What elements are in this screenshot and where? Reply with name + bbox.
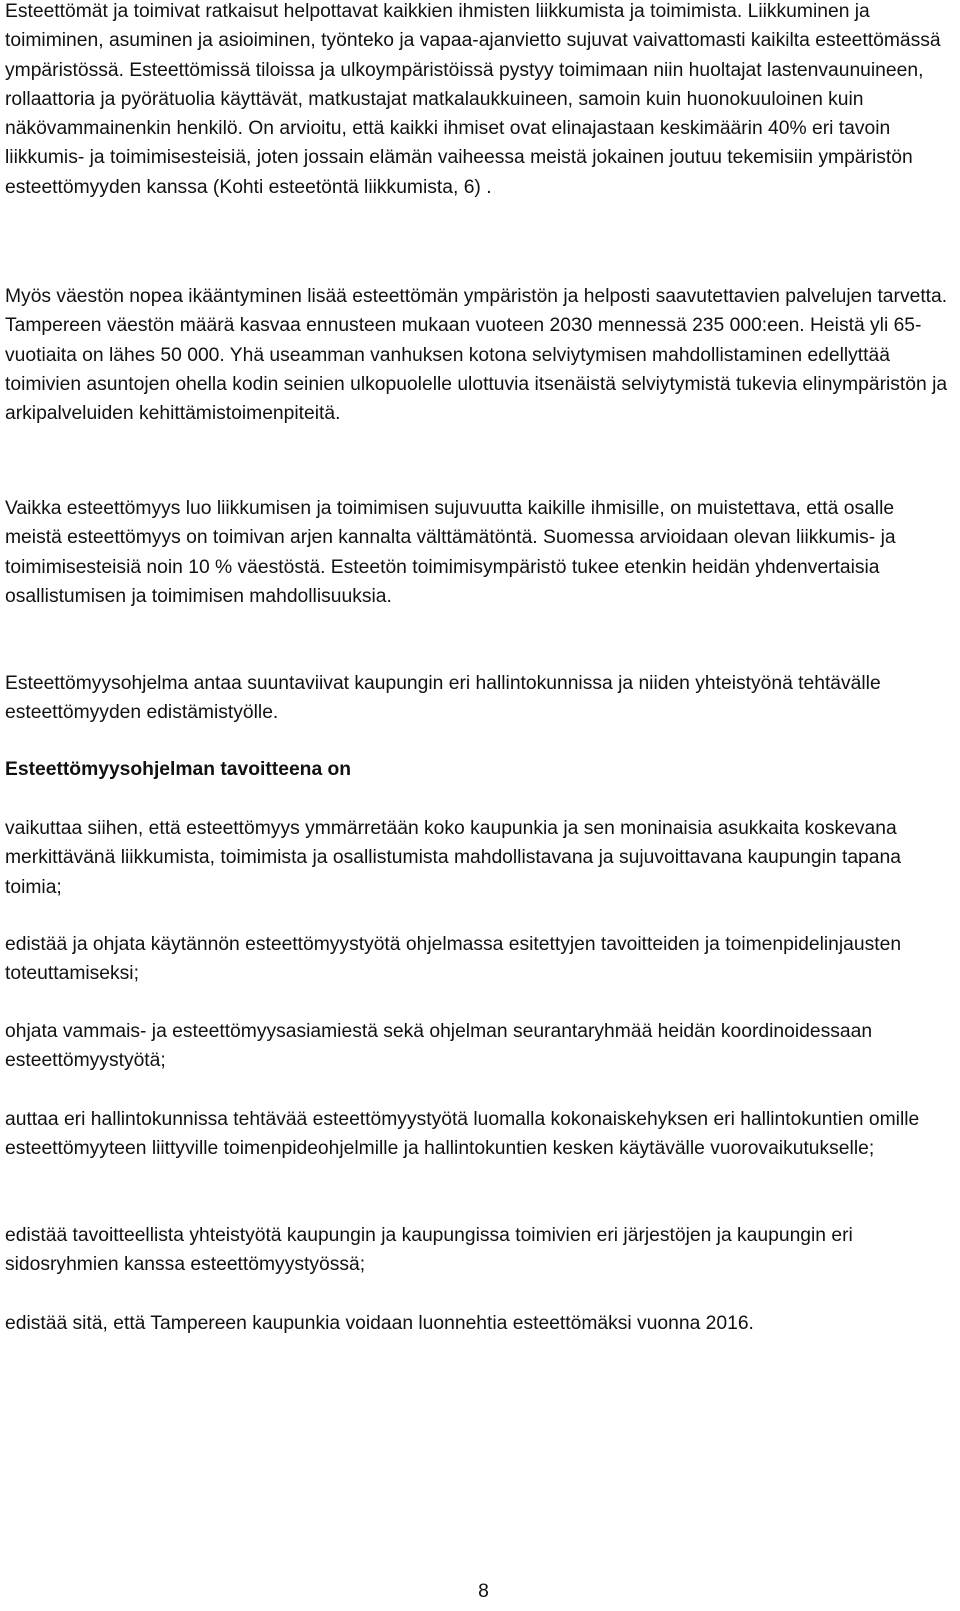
page-number: 8 [478, 1581, 489, 1602]
goal-item: edistää sitä, että Tampereen kaupunkia voidaan luonnehtia esteettömäksi vuonna 2016. [5, 1313, 754, 1334]
paragraph-necessity: Vaikka esteettömyys luo liikkumisen ja toimimisen sujuvuutta kaikille ihmisille, on muistettava, että osalle meistä esteettömyys on toimivan arjen kannalta välttämätöntä. Suomessa arvioidaan olevan liikkumis- ja toimimisesteisiä noin 10 % väestöstä. Esteetön toimimisympäristö tukee etenkin heidän yhdenvertaisia osallistumisen ja toimimisen mahdollisuuksia. [5, 498, 896, 607]
paragraph-program: Esteettömyysohjelma antaa suuntaviivat kaupungin eri hallintokunnissa ja niiden yhteistyönä tehtävälle esteettömyyden edistämistyölle. [5, 673, 881, 724]
paragraph-intro: Esteettömät ja toimivat ratkaisut helpottavat kaikkien ihmisten liikkumista ja toimimista. Liikkuminen ja toimiminen, asuminen ja asioiminen, työnteko ja vapaa-ajanvietto sujuvat vaivattomasti kaikilta esteettömässä ympäristössä. Esteettömissä tiloissa ja ulkoympäristöissä pystyy toimimaan niin huoltajat lastenvaunuineen, rollaattoria ja pyörätuolia käyttävät, matkustajat matkalaukkuineen, samoin kuin huonokuuloinen kuin näkövammainenkin henkilö. On arvioitu, että kaikki ihmiset ovat elinajastaan keskimäärin 40% eri tavoin liikkumis- ja toimimisesteisiä, joten jossain elämän vaiheessa meistä jokainen joutuu tekemisiin ympäristön esteettömyyden kanssa (Kohti esteetöntä liikkumista, 6) . [5, 1, 941, 198]
goal-item: auttaa eri hallintokunnissa tehtävää esteettömyystyötä luomalla kokonaiskehyksen eri hallintokuntien omille esteettömyyteen liittyville toimenpideohjelmille ja hallintokuntien kesken käytävälle vuorovaikutukselle; [5, 1109, 920, 1160]
section-heading: Esteettömyysohjelman tavoitteena on [5, 759, 352, 780]
goal-item: edistää tavoitteellista yhteistyötä kaupungin ja kaupungissa toimivien eri järjestöjen ja kaupungin eri sidosryhmien kanssa esteettömyystyössä; [5, 1225, 853, 1276]
goal-item: vaikuttaa siihen, että esteettömyys ymmärretään koko kaupunkia ja sen moninaisia asukkaita koskevana merkittävänä liikkumista, toimimista ja osallistumista mahdollistavana ja sujuvoittavana kaupungin tapana toimia; [5, 818, 901, 898]
goal-item: edistää ja ohjata käytännön esteettömyystyötä ohjelmassa esitettyjen tavoitteiden ja toimenpidelinjausten toteuttamiseksi; [5, 934, 902, 985]
paragraph-aging: Myös väestön nopea ikääntyminen lisää esteettömän ympäristön ja helposti saavutettavien palvelujen tarvetta. Tampereen väestön määrä kasvaa ennusteen mukaan vuoteen 2030 mennessä 235 000:een. Heistä yli 65-vuotiaita on lähes 50 000. Yhä useamman vanhuksen kotona selviytymisen mahdollistaminen edellyttää toimivien asuntojen ohella kodin seinien ulkopuolelle ulottuvia itsenäistä selviytymistä tukevia elinympäristön ja arkipalveluiden kehittämistoimenpiteitä. [5, 286, 948, 425]
goal-item: ohjata vammais- ja esteettömyysasiamiestä sekä ohjelman seurantaryhmää heidän koordinoidessaan esteettömyystyötä; [5, 1021, 873, 1072]
